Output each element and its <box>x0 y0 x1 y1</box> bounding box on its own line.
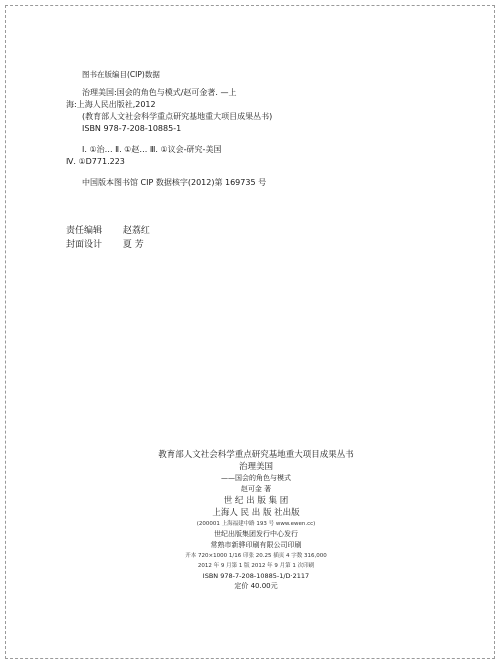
colophon <box>106 449 406 592</box>
distributor: 世纪出版集团发行中心发行 <box>214 530 298 538</box>
cip-heading: 图书在版编目(CIP)数据 <box>82 70 160 79</box>
book-specs: 开本 720×1000 1/16 印张 20.25 插页 4 字数 316,000 <box>185 553 327 559</box>
cip-line: 治理美国:国会的角色与模式/赵可金著. —上 <box>82 88 237 97</box>
author: 赵可金 著 <box>240 485 272 493</box>
edition-info: 2012 年 9 月第 1 版 2012 年 9 月第 1 次印刷 <box>197 563 315 569</box>
book-subtitle: ——国会的角色与模式 <box>221 474 291 482</box>
price: 定价 40.00元 <box>234 582 278 590</box>
book-title: 治理美国 <box>238 462 273 472</box>
credit-name: 夏 芳 <box>122 240 144 250</box>
credit-cover-design <box>66 238 150 252</box>
copyright-page <box>5 5 495 659</box>
credit-role: 责任编辑 <box>66 226 103 236</box>
cip-line: Ⅰ. ①治… Ⅱ. ①赵… Ⅲ. ①议会-研究-美国 <box>82 145 222 154</box>
cip-line: 中国版本图书馆 CIP 数据核字(2012)第 169735 号 <box>82 178 267 187</box>
series-title: 教育部人文社会科学重点研究基地重大项目成果丛书 <box>158 450 354 460</box>
cip-line: 海:上海人民出版社,2012 <box>66 100 156 109</box>
cip-line: (教育部人文社会科学重点研究基地重大项目成果丛书) <box>82 112 273 121</box>
printer: 常熟市新骅印刷有限公司印刷 <box>210 541 302 549</box>
isbn: ISBN 978-7-208-10885-1/D·2117 <box>202 572 310 580</box>
publisher-address: (200001 上海福建中路 193 号 www.ewen.cc) <box>196 521 316 527</box>
cip-line: Ⅳ. ①D771.223 <box>66 157 125 166</box>
credit-editor <box>66 224 150 238</box>
cip-line: ISBN 978-7-208-10885-1 <box>82 124 182 133</box>
publisher: 上海人 民 出 版 社出版 <box>212 508 300 518</box>
credits <box>66 224 150 252</box>
credit-role: 封面设计 <box>66 240 103 250</box>
publishing-group: 世 纪 出 版 集 团 <box>223 496 289 506</box>
credit-name: 赵荔红 <box>122 226 150 236</box>
